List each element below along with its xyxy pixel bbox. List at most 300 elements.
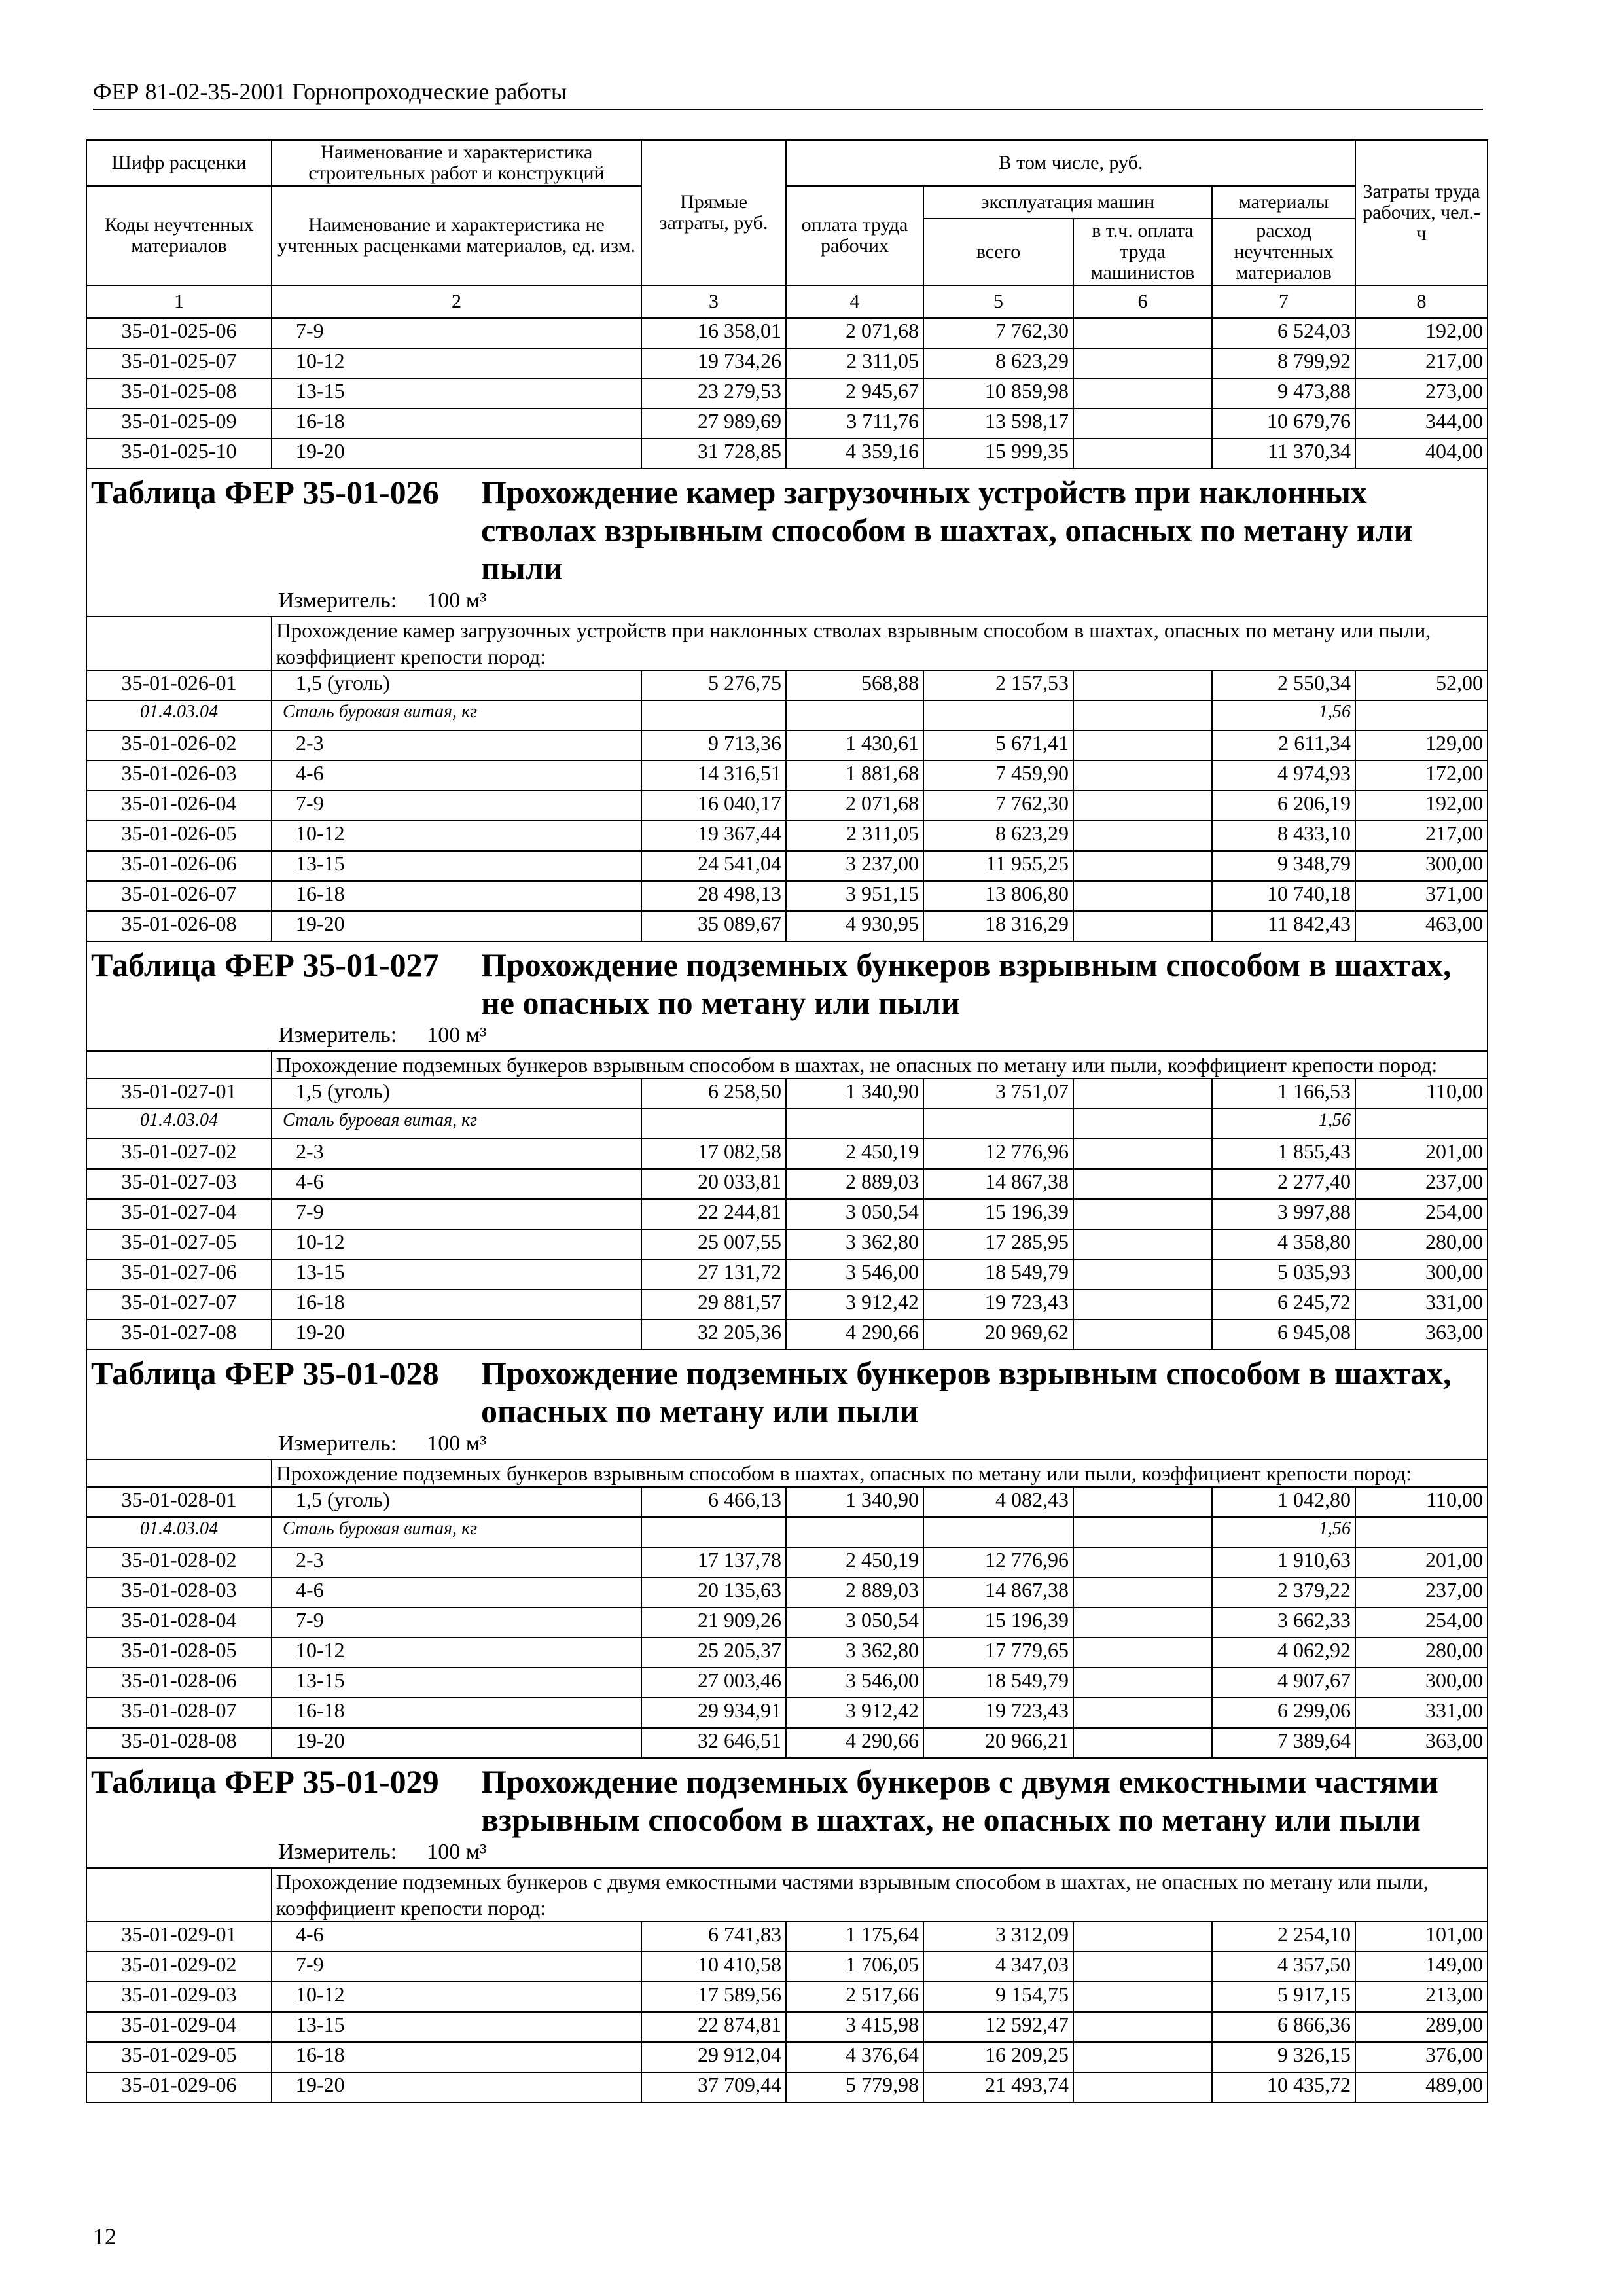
cell-materials: 8 433,10 bbox=[1212, 821, 1355, 851]
header-total: всего bbox=[923, 219, 1073, 285]
section-title-cell bbox=[86, 1350, 1488, 1460]
cell-direct: 32 646,51 bbox=[641, 1728, 786, 1758]
cell-machinists bbox=[1073, 1139, 1212, 1169]
cell-direct: 25 205,37 bbox=[641, 1638, 786, 1668]
header-including: В том числе, руб. bbox=[786, 140, 1355, 186]
cell-name: 1,5 (уголь) bbox=[272, 1487, 641, 1517]
cell-name: 19-20 bbox=[272, 1319, 641, 1350]
cell-machines: 15 196,39 bbox=[923, 1199, 1073, 1229]
cell-labor: 280,00 bbox=[1355, 1229, 1488, 1259]
page-header: ФЕР 81-02-35-2001 Горнопроходческие работы bbox=[93, 77, 1483, 110]
empty-cell bbox=[786, 1109, 923, 1139]
cell-wage: 3 050,54 bbox=[786, 1199, 923, 1229]
table-row bbox=[86, 2072, 1488, 2102]
cell-machines: 14 867,38 bbox=[923, 1169, 1073, 1199]
section-description: Прохождение камер загрузочных устройств при наклонных стволах взрывным способом в шахтах, опасных по метану или пыли, коэффициент крепости пород: bbox=[272, 617, 1488, 670]
cell-materials: 2 550,34 bbox=[1212, 670, 1355, 700]
cell-name: 4-6 bbox=[272, 1169, 641, 1199]
cell-machinists bbox=[1073, 1289, 1212, 1319]
cell-machinists bbox=[1073, 1547, 1212, 1577]
cell-name: 7-9 bbox=[272, 791, 641, 821]
material-row bbox=[86, 700, 1488, 730]
cell-labor: 371,00 bbox=[1355, 881, 1488, 911]
cell-labor: 300,00 bbox=[1355, 1259, 1488, 1289]
cell-machines: 10 859,98 bbox=[923, 378, 1073, 408]
cell-machines: 7 762,30 bbox=[923, 318, 1073, 348]
cell-code: 35-01-027-03 bbox=[86, 1169, 272, 1199]
cell-direct: 28 498,13 bbox=[641, 881, 786, 911]
cell-wage: 4 290,66 bbox=[786, 1319, 923, 1350]
table-row bbox=[86, 1728, 1488, 1758]
table-row bbox=[86, 1547, 1488, 1577]
cell-wage: 3 951,15 bbox=[786, 881, 923, 911]
cell-code: 35-01-027-07 bbox=[86, 1289, 272, 1319]
unit-line bbox=[87, 587, 1487, 616]
header-name-bottom: Наименование и характеристика не учтенных расценками материалов, ед. изм. bbox=[272, 186, 641, 285]
cell-labor: 280,00 bbox=[1355, 1638, 1488, 1668]
table-body bbox=[86, 318, 1488, 2102]
cell-machinists bbox=[1073, 761, 1212, 791]
cell-labor: 101,00 bbox=[1355, 1922, 1488, 1952]
cell-direct: 5 276,75 bbox=[641, 670, 786, 700]
cell-name: 2-3 bbox=[272, 730, 641, 761]
cell-machines: 18 549,79 bbox=[923, 1259, 1073, 1289]
cell-materials: 5 035,93 bbox=[1212, 1259, 1355, 1289]
unit-line bbox=[87, 1430, 1487, 1459]
table-row bbox=[86, 1319, 1488, 1350]
cell-machines: 4 082,43 bbox=[923, 1487, 1073, 1517]
cell-machines: 7 459,90 bbox=[923, 761, 1073, 791]
table-row bbox=[86, 348, 1488, 378]
table-row bbox=[86, 1638, 1488, 1668]
header-codes: Коды неучтенных материалов bbox=[86, 186, 272, 285]
cell-name: 13-15 bbox=[272, 851, 641, 881]
cell-labor: 217,00 bbox=[1355, 348, 1488, 378]
section-title-cell bbox=[86, 941, 1488, 1051]
section-heading bbox=[87, 1350, 1487, 1430]
cell-code: 35-01-029-02 bbox=[86, 1952, 272, 1982]
cell-direct: 16 358,01 bbox=[641, 318, 786, 348]
cell-machinists bbox=[1073, 1698, 1212, 1728]
cell-machinists bbox=[1073, 1079, 1212, 1109]
cell-materials: 6 206,19 bbox=[1212, 791, 1355, 821]
material-name: Сталь буровая витая, кг bbox=[272, 700, 641, 730]
column-index: 5 bbox=[923, 285, 1073, 318]
cell-materials: 6 945,08 bbox=[1212, 1319, 1355, 1350]
cell-wage: 2 311,05 bbox=[786, 348, 923, 378]
cell-machinists bbox=[1073, 1668, 1212, 1698]
cell-direct: 6 258,50 bbox=[641, 1079, 786, 1109]
cell-machines: 19 723,43 bbox=[923, 1289, 1073, 1319]
cell-machinists bbox=[1073, 821, 1212, 851]
cell-machinists bbox=[1073, 2072, 1212, 2102]
empty-cell bbox=[1073, 1517, 1212, 1547]
cell-wage: 2 889,03 bbox=[786, 1577, 923, 1607]
cell-code: 35-01-028-01 bbox=[86, 1487, 272, 1517]
cell-wage: 568,88 bbox=[786, 670, 923, 700]
table-row bbox=[86, 881, 1488, 911]
cell-machines: 8 623,29 bbox=[923, 348, 1073, 378]
table-row bbox=[86, 1922, 1488, 1952]
cell-code: 35-01-025-08 bbox=[86, 378, 272, 408]
cell-machinists bbox=[1073, 348, 1212, 378]
cell-machinists bbox=[1073, 1319, 1212, 1350]
cell-wage: 1 706,05 bbox=[786, 1952, 923, 1982]
column-index: 6 bbox=[1073, 285, 1212, 318]
cell-machines: 17 779,65 bbox=[923, 1638, 1073, 1668]
cell-machines: 12 776,96 bbox=[923, 1139, 1073, 1169]
cell-materials: 2 254,10 bbox=[1212, 1922, 1355, 1952]
cell-code: 35-01-026-08 bbox=[86, 911, 272, 941]
cell-name: 4-6 bbox=[272, 761, 641, 791]
cell-materials: 4 974,93 bbox=[1212, 761, 1355, 791]
cell-machines: 13 598,17 bbox=[923, 408, 1073, 439]
header-machinists: в т.ч. оплата труда машинистов bbox=[1073, 219, 1212, 285]
table-row bbox=[86, 821, 1488, 851]
material-code: 01.4.03.04 bbox=[86, 1517, 272, 1547]
cell-code: 35-01-026-01 bbox=[86, 670, 272, 700]
cell-wage: 1 340,90 bbox=[786, 1487, 923, 1517]
cell-direct: 20 033,81 bbox=[641, 1169, 786, 1199]
unit-value: 100 м³ bbox=[427, 1840, 487, 1864]
cell-materials: 3 997,88 bbox=[1212, 1199, 1355, 1229]
material-row bbox=[86, 1517, 1488, 1547]
cell-labor: 149,00 bbox=[1355, 1952, 1488, 1982]
cell-machinists bbox=[1073, 1259, 1212, 1289]
material-consumption: 1,56 bbox=[1212, 1109, 1355, 1139]
section-title-cell bbox=[86, 1758, 1488, 1868]
unit-value: 100 м³ bbox=[427, 1023, 487, 1047]
cell-direct: 22 244,81 bbox=[641, 1199, 786, 1229]
cell-machinists bbox=[1073, 378, 1212, 408]
cell-code: 35-01-028-03 bbox=[86, 1577, 272, 1607]
cell-machines: 12 592,47 bbox=[923, 2012, 1073, 2042]
cell-name: 13-15 bbox=[272, 1259, 641, 1289]
cell-code: 35-01-029-01 bbox=[86, 1922, 272, 1952]
section-heading bbox=[87, 1759, 1487, 1839]
cell-name: 2-3 bbox=[272, 1547, 641, 1577]
cell-name: 19-20 bbox=[272, 1728, 641, 1758]
empty-cell bbox=[86, 1051, 272, 1079]
table-title: Прохождение подземных бункеров с двумя емкостными частями взрывным способом в шахтах, не опасных по метану или пыли bbox=[481, 1763, 1438, 1838]
cell-materials: 10 740,18 bbox=[1212, 881, 1355, 911]
table-row bbox=[86, 439, 1488, 469]
cell-machinists bbox=[1073, 1577, 1212, 1607]
cell-machinists bbox=[1073, 1638, 1212, 1668]
cell-labor: 110,00 bbox=[1355, 1487, 1488, 1517]
cell-direct: 17 082,58 bbox=[641, 1139, 786, 1169]
cell-code: 35-01-029-05 bbox=[86, 2042, 272, 2072]
cell-wage: 3 050,54 bbox=[786, 1607, 923, 1638]
cell-machinists bbox=[1073, 670, 1212, 700]
table-row bbox=[86, 1698, 1488, 1728]
material-name: Сталь буровая витая, кг bbox=[272, 1517, 641, 1547]
cell-direct: 22 874,81 bbox=[641, 2012, 786, 2042]
cell-labor: 192,00 bbox=[1355, 318, 1488, 348]
cell-direct: 19 367,44 bbox=[641, 821, 786, 851]
cell-machinists bbox=[1073, 1199, 1212, 1229]
cell-code: 35-01-026-03 bbox=[86, 761, 272, 791]
cell-wage: 3 912,42 bbox=[786, 1289, 923, 1319]
unit-line bbox=[87, 1839, 1487, 1867]
unit-label: Измеритель: bbox=[278, 1023, 397, 1047]
cell-machinists bbox=[1073, 791, 1212, 821]
cell-direct: 9 713,36 bbox=[641, 730, 786, 761]
cell-labor: 237,00 bbox=[1355, 1577, 1488, 1607]
cell-machinists bbox=[1073, 1169, 1212, 1199]
table-row bbox=[86, 2042, 1488, 2072]
cell-wage: 5 779,98 bbox=[786, 2072, 923, 2102]
material-code: 01.4.03.04 bbox=[86, 700, 272, 730]
cell-labor: 213,00 bbox=[1355, 1982, 1488, 2012]
cell-materials: 6 245,72 bbox=[1212, 1289, 1355, 1319]
cell-labor: 172,00 bbox=[1355, 761, 1488, 791]
table-title: Прохождение камер загрузочных устройств при наклонных стволах взрывным способом в шахтах, опасных по метану или пыли bbox=[481, 474, 1413, 586]
cell-wage: 1 881,68 bbox=[786, 761, 923, 791]
table-row bbox=[86, 1139, 1488, 1169]
cell-code: 35-01-025-09 bbox=[86, 408, 272, 439]
cell-materials: 10 679,76 bbox=[1212, 408, 1355, 439]
cell-labor: 404,00 bbox=[1355, 439, 1488, 469]
table-row bbox=[86, 791, 1488, 821]
cell-name: 19-20 bbox=[272, 2072, 641, 2102]
section-description: Прохождение подземных бункеров взрывным способом в шахтах, не опасных по метану или пыли, коэффициент крепости пород: bbox=[272, 1051, 1488, 1079]
cell-labor: 363,00 bbox=[1355, 1319, 1488, 1350]
cell-code: 35-01-028-08 bbox=[86, 1728, 272, 1758]
section-title-row bbox=[86, 1758, 1488, 1868]
cell-machines: 14 867,38 bbox=[923, 1577, 1073, 1607]
cell-direct: 25 007,55 bbox=[641, 1229, 786, 1259]
cell-wage: 4 930,95 bbox=[786, 911, 923, 941]
cell-wage: 1 340,90 bbox=[786, 1079, 923, 1109]
cell-machinists bbox=[1073, 911, 1212, 941]
cell-machines: 15 196,39 bbox=[923, 1607, 1073, 1638]
cell-code: 35-01-026-04 bbox=[86, 791, 272, 821]
cell-code: 35-01-027-05 bbox=[86, 1229, 272, 1259]
empty-cell bbox=[86, 617, 272, 670]
cell-machinists bbox=[1073, 439, 1212, 469]
empty-cell bbox=[786, 1517, 923, 1547]
table-row bbox=[86, 1169, 1488, 1199]
cell-machines: 20 969,62 bbox=[923, 1319, 1073, 1350]
cell-materials: 6 866,36 bbox=[1212, 2012, 1355, 2042]
cell-name: 10-12 bbox=[272, 1229, 641, 1259]
unit-label: Измеритель: bbox=[278, 588, 397, 613]
cell-code: 35-01-028-05 bbox=[86, 1638, 272, 1668]
empty-cell bbox=[923, 1517, 1073, 1547]
empty-cell bbox=[86, 1868, 272, 1922]
header-labor: Затраты труда рабочих, чел.-ч bbox=[1355, 140, 1488, 285]
cell-labor: 237,00 bbox=[1355, 1169, 1488, 1199]
cell-name: 19-20 bbox=[272, 911, 641, 941]
cell-code: 35-01-028-07 bbox=[86, 1698, 272, 1728]
section-title-row bbox=[86, 941, 1488, 1051]
table-row bbox=[86, 2012, 1488, 2042]
cell-name: 16-18 bbox=[272, 1289, 641, 1319]
cell-name: 4-6 bbox=[272, 1577, 641, 1607]
header-wage: оплата труда рабочих bbox=[786, 186, 923, 285]
table-row bbox=[86, 1259, 1488, 1289]
cell-name: 1,5 (уголь) bbox=[272, 670, 641, 700]
cell-machines: 13 806,80 bbox=[923, 881, 1073, 911]
cell-materials: 1 166,53 bbox=[1212, 1079, 1355, 1109]
table-number: Таблица ФЕР 35-01-028 bbox=[91, 1355, 439, 1391]
cell-labor: 52,00 bbox=[1355, 670, 1488, 700]
material-row bbox=[86, 1109, 1488, 1139]
cell-code: 35-01-029-06 bbox=[86, 2072, 272, 2102]
cell-materials: 5 917,15 bbox=[1212, 1982, 1355, 2012]
unit-label: Измеритель: bbox=[278, 1431, 397, 1456]
column-index: 1 bbox=[86, 285, 272, 318]
page-number: 12 bbox=[93, 2223, 116, 2250]
cell-materials: 8 799,92 bbox=[1212, 348, 1355, 378]
cell-name: 16-18 bbox=[272, 2042, 641, 2072]
empty-cell bbox=[1355, 1109, 1488, 1139]
cell-wage: 2 450,19 bbox=[786, 1547, 923, 1577]
cell-code: 35-01-026-06 bbox=[86, 851, 272, 881]
unit-value: 100 м³ bbox=[427, 588, 487, 613]
empty-cell bbox=[641, 1517, 786, 1547]
table-row bbox=[86, 1577, 1488, 1607]
cell-labor: 376,00 bbox=[1355, 2042, 1488, 2072]
cell-wage: 2 311,05 bbox=[786, 821, 923, 851]
cell-name: 13-15 bbox=[272, 378, 641, 408]
cell-code: 35-01-026-07 bbox=[86, 881, 272, 911]
cell-name: 7-9 bbox=[272, 1607, 641, 1638]
cell-wage: 3 415,98 bbox=[786, 2012, 923, 2042]
cell-code: 35-01-025-10 bbox=[86, 439, 272, 469]
cell-machines: 20 966,21 bbox=[923, 1728, 1073, 1758]
unit-label: Измеритель: bbox=[278, 1840, 397, 1864]
column-index-row bbox=[86, 285, 1488, 318]
cell-direct: 17 137,78 bbox=[641, 1547, 786, 1577]
section-title-row bbox=[86, 1350, 1488, 1460]
cell-direct: 23 279,53 bbox=[641, 378, 786, 408]
cell-labor: 489,00 bbox=[1355, 2072, 1488, 2102]
cell-wage: 2 517,66 bbox=[786, 1982, 923, 2012]
cell-machines: 8 623,29 bbox=[923, 821, 1073, 851]
cell-name: 10-12 bbox=[272, 1638, 641, 1668]
cell-direct: 24 541,04 bbox=[641, 851, 786, 881]
cell-name: 10-12 bbox=[272, 821, 641, 851]
table-row bbox=[86, 1607, 1488, 1638]
cell-materials: 9 473,88 bbox=[1212, 378, 1355, 408]
cell-labor: 363,00 bbox=[1355, 1728, 1488, 1758]
table-row bbox=[86, 1668, 1488, 1698]
section-description-row bbox=[86, 1051, 1488, 1079]
material-consumption: 1,56 bbox=[1212, 1517, 1355, 1547]
header-machines: эксплуатация машин bbox=[923, 186, 1212, 219]
section-description: Прохождение подземных бункеров с двумя емкостными частями взрывным способом в шахтах, не опасных по метану или пыли, коэффициент крепости пород: bbox=[272, 1868, 1488, 1922]
table-row bbox=[86, 730, 1488, 761]
column-index: 3 bbox=[641, 285, 786, 318]
cell-wage: 3 546,00 bbox=[786, 1668, 923, 1698]
cell-machines: 18 316,29 bbox=[923, 911, 1073, 941]
cell-materials: 1 855,43 bbox=[1212, 1139, 1355, 1169]
cell-direct: 21 909,26 bbox=[641, 1607, 786, 1638]
cell-machinists bbox=[1073, 881, 1212, 911]
cell-code: 35-01-028-04 bbox=[86, 1607, 272, 1638]
table-row bbox=[86, 408, 1488, 439]
cell-name: 13-15 bbox=[272, 1668, 641, 1698]
rates-table bbox=[86, 139, 1488, 2103]
table-row bbox=[86, 1952, 1488, 1982]
section-heading bbox=[87, 942, 1487, 1022]
empty-cell bbox=[86, 1460, 272, 1487]
table-row bbox=[86, 318, 1488, 348]
cell-direct: 29 912,04 bbox=[641, 2042, 786, 2072]
cell-machines: 3 312,09 bbox=[923, 1922, 1073, 1952]
table-row bbox=[86, 670, 1488, 700]
table-title: Прохождение подземных бункеров взрывным способом в шахтах, опасных по метану или пыли bbox=[481, 1355, 1452, 1429]
section-description: Прохождение подземных бункеров взрывным способом в шахтах, опасных по метану или пыли, коэффициент крепости пород: bbox=[272, 1460, 1488, 1487]
cell-machinists bbox=[1073, 1982, 1212, 2012]
cell-direct: 6 466,13 bbox=[641, 1487, 786, 1517]
cell-materials: 3 662,33 bbox=[1212, 1607, 1355, 1638]
cell-labor: 463,00 bbox=[1355, 911, 1488, 941]
cell-materials: 1 042,80 bbox=[1212, 1487, 1355, 1517]
cell-direct: 29 881,57 bbox=[641, 1289, 786, 1319]
cell-code: 35-01-028-02 bbox=[86, 1547, 272, 1577]
table-row bbox=[86, 1199, 1488, 1229]
empty-cell bbox=[1355, 700, 1488, 730]
cell-direct: 32 205,36 bbox=[641, 1319, 786, 1350]
section-description-row bbox=[86, 617, 1488, 670]
cell-wage: 4 376,64 bbox=[786, 2042, 923, 2072]
cell-code: 35-01-027-08 bbox=[86, 1319, 272, 1350]
cell-wage: 3 711,76 bbox=[786, 408, 923, 439]
table-row bbox=[86, 761, 1488, 791]
cell-code: 35-01-027-06 bbox=[86, 1259, 272, 1289]
cell-materials: 11 370,34 bbox=[1212, 439, 1355, 469]
cell-name: 19-20 bbox=[272, 439, 641, 469]
column-index: 8 bbox=[1355, 285, 1488, 318]
table-number: Таблица ФЕР 35-01-026 bbox=[91, 474, 439, 511]
cell-labor: 273,00 bbox=[1355, 378, 1488, 408]
cell-code: 35-01-028-06 bbox=[86, 1668, 272, 1698]
cell-materials: 4 062,92 bbox=[1212, 1638, 1355, 1668]
cell-name: 13-15 bbox=[272, 2012, 641, 2042]
material-consumption: 1,56 bbox=[1212, 700, 1355, 730]
table-row bbox=[86, 378, 1488, 408]
cell-wage: 2 889,03 bbox=[786, 1169, 923, 1199]
column-index: 2 bbox=[272, 285, 641, 318]
cell-direct: 27 131,72 bbox=[641, 1259, 786, 1289]
cell-materials: 2 277,40 bbox=[1212, 1169, 1355, 1199]
cell-wage: 2 945,67 bbox=[786, 378, 923, 408]
cell-name: 16-18 bbox=[272, 881, 641, 911]
cell-machinists bbox=[1073, 1922, 1212, 1952]
empty-cell bbox=[641, 1109, 786, 1139]
cell-machines: 17 285,95 bbox=[923, 1229, 1073, 1259]
cell-materials: 6 524,03 bbox=[1212, 318, 1355, 348]
section-heading bbox=[87, 469, 1487, 587]
cell-wage: 3 362,80 bbox=[786, 1229, 923, 1259]
cell-machinists bbox=[1073, 318, 1212, 348]
cell-machines: 19 723,43 bbox=[923, 1698, 1073, 1728]
unit-value: 100 м³ bbox=[427, 1431, 487, 1456]
header-cipher: Шифр расценки bbox=[86, 140, 272, 186]
unit-line bbox=[87, 1022, 1487, 1050]
table-row bbox=[86, 1487, 1488, 1517]
cell-labor: 129,00 bbox=[1355, 730, 1488, 761]
cell-machines: 5 671,41 bbox=[923, 730, 1073, 761]
cell-code: 35-01-026-05 bbox=[86, 821, 272, 851]
cell-machines: 2 157,53 bbox=[923, 670, 1073, 700]
header-name-top: Наименование и характеристика строительных работ и конструкций bbox=[272, 140, 641, 186]
cell-direct: 17 589,56 bbox=[641, 1982, 786, 2012]
cell-labor: 331,00 bbox=[1355, 1698, 1488, 1728]
